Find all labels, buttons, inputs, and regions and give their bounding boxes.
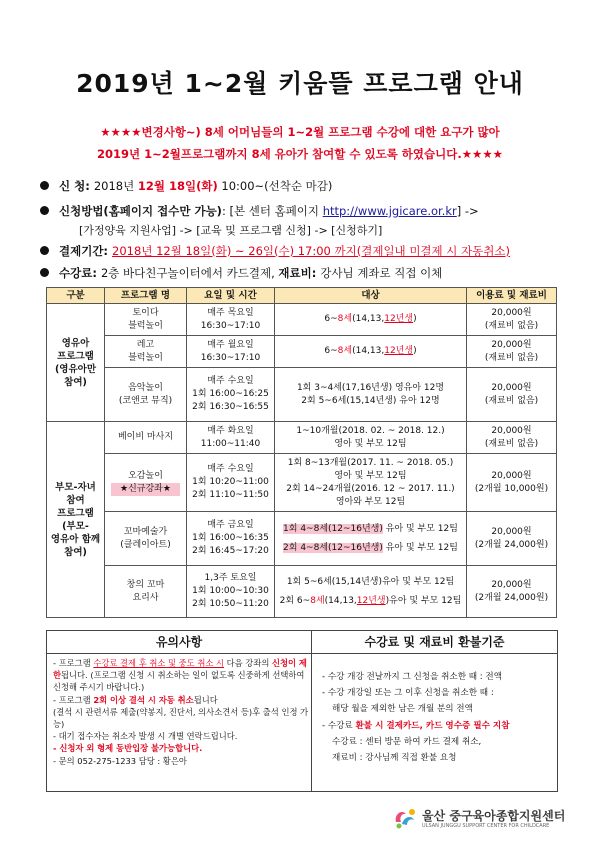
schedule: 매주 금요일 1회 16:00~16:35 2회 16:45~17:20 xyxy=(187,512,275,566)
payment-item: 결제기간: 2018년 12월 18일(화) ~ 26일(수) 17:00 까지(결제일내 미결제 시 자동취소) xyxy=(40,243,510,259)
fee-item: 수강료: 2층 바다친구놀이터에서 카드결제, 재료비: 강사님 계좌로 직접 이체 xyxy=(40,265,442,281)
bullet-icon xyxy=(40,181,49,190)
schedule: 매주 월요일 16:30~17:10 xyxy=(187,336,275,368)
bullet-icon xyxy=(40,206,49,215)
table-header-row xyxy=(47,288,557,304)
fee: 20,000원 (재료비 없음) xyxy=(467,368,557,422)
fee: 20,000원 (2개월 24,000원) xyxy=(467,566,557,618)
program-name: 토이다 블럭놀이 xyxy=(105,304,187,336)
program-name: 오감놀이 ★신규강좌★ xyxy=(105,454,187,512)
table-row xyxy=(47,512,557,566)
target: 1회 4~8세(12~16년생) 유아 및 부모 12팀 2회 4~8세(12~16년생) 유아 및 부모 12팀 xyxy=(275,512,467,566)
bullet-icon xyxy=(40,246,49,255)
logo-subtext: ULSAN JUNGGU SUPPORT CENTER FOR CHILDCARE xyxy=(422,823,550,829)
table-row xyxy=(47,336,557,368)
refund-list: - 수강 개강 전날까지 그 신청을 취소한 때 : 전액 - 수강 개강일 또는 그 이후 신청을 취소한 때 : 해당 월을 제외한 남은 개월 분의 전액 - 수강료 환불 시 결제카드, 카드 영수증 필수 지참 수강료 : 센터 방문 하여 카드 결제 취소, 재료비 : 강사님께 직접 환불 요청 xyxy=(322,672,510,764)
refund-title: 수강료 및 재료비 환불기준 xyxy=(312,631,557,654)
target: 6~8세(14,13,12년생) xyxy=(275,304,467,336)
fee: 20,000원 (재료비 없음) xyxy=(467,422,557,454)
col-header: 대상 xyxy=(275,288,467,304)
target: 1회 5~6세(15,14년생)유아 및 부모 12팀 2회 6~8세(14,13,12년생)유아 및 부모 12팀 xyxy=(275,566,467,618)
schedule: 1,3주 토요일 1회 10:00~10:30 2회 10:50~11:20 xyxy=(187,566,275,618)
group-infant: 영유아 프로그램 (영유아만 참여) xyxy=(47,304,105,422)
info-box xyxy=(46,630,558,792)
target: 1회 8~13개월(2017. 11. ~ 2018. 05.) 영아 및 부모 12팀 2회 14~24개월(2016. 12 ~ 2017. 11.) 영아와 부모 12팀 xyxy=(275,454,467,512)
program-name: 레고 블럭놀이 xyxy=(105,336,187,368)
table-row xyxy=(47,422,557,454)
table-row xyxy=(47,454,557,512)
new-course-badge: ★신규강좌★ xyxy=(111,483,180,496)
fee: 20,000원 (재료비 없음) xyxy=(467,304,557,336)
col-header: 프로그램 명 xyxy=(105,288,187,304)
schedule: 매주 수요일 1회 16:00~16:25 2회 16:30~16:55 xyxy=(187,368,275,422)
table-row xyxy=(47,368,557,422)
program-table xyxy=(46,287,557,618)
bullet-icon xyxy=(40,268,49,277)
target: 6~8세(14,13,12년생) xyxy=(275,336,467,368)
group-parent-child: 부모-자녀 참여 프로그램 (부모- 영유아 함께 참여) xyxy=(47,422,105,618)
target: 1~10개월(2018. 02. ~ 2018. 12.) 영아 및 부모 12팀 xyxy=(275,422,467,454)
table-row xyxy=(47,304,557,336)
divider xyxy=(311,631,312,791)
page-title: 2019년 1~2월 키움뜰 프로그램 안내 xyxy=(76,69,524,98)
program-name: 음악놀이 (코앤코 뮤직) xyxy=(105,368,187,422)
fee: 20,000원 (2개월 10,000원) xyxy=(467,454,557,512)
homepage-link[interactable]: http://www.jgicare.or.kr xyxy=(322,204,457,218)
method-path: [가정양육 지원사업] -> [교육 및 프로그램 신청] -> [신청하기] xyxy=(79,224,383,237)
target: 1회 3~4세(17,16년생) 영유아 12명 2회 5~6세(15,14년생) 유아 12명 xyxy=(275,368,467,422)
fee: 20,000원 (재료비 없음) xyxy=(467,336,557,368)
method-item: 신청방법(홈페이지 접수만 가능): [본 센터 홈페이지 http://www.jgicare.or.kr] -> xyxy=(40,203,479,219)
schedule: 매주 수요일 1회 10:20~11:00 2회 11:10~11:50 xyxy=(187,454,275,512)
schedule: 매주 목요일 16:30~17:10 xyxy=(187,304,275,336)
notes-list: - 프로그램 수강료 결제 후 취소 및 중도 취소 시 다음 강좌의 신청이 제한됩니다. (프로그램 신청 시 취소하는 일이 없도록 신중하게 선택하여 신청해 주시기 바랍니다.) - 프로그램 2회 이상 결석 시 자동 취소됩니다 (결석 시 관련서류 제출(약봉지, 진단서, 의사소견서 등)후 출석 인정 가능) - 대기 접수자는 취소자 발생 시 개별 연락드립니다. - 신청자 외 형제 동반입장 불가능합니다. - 문의 052-275-1233 담당 : 황은아 xyxy=(53,658,309,766)
col-header: 요일 및 시간 xyxy=(187,288,275,304)
notice-line-2: 2019년 1~2월프로그램까지 8세 유아가 참여할 수 있도록 하였습니다.★★★★ xyxy=(97,147,503,161)
fee: 20,000원 (2개월 24,000원) xyxy=(467,512,557,566)
logo-text: 울산 중구육아종합지원센터 xyxy=(422,809,566,823)
program-name: 베이비 마사지 xyxy=(105,422,187,454)
col-header: 구분 xyxy=(47,288,105,304)
table-row xyxy=(47,566,557,618)
notes-title: 유의사항 xyxy=(47,631,311,654)
program-name: 꼬마예술가 (클레이아트) xyxy=(105,512,187,566)
schedule: 매주 화요일 11:00~11:40 xyxy=(187,422,275,454)
program-name: 창의 꼬마 요리사 xyxy=(105,566,187,618)
logo-icon xyxy=(392,806,418,830)
apply-item: 신 청: 2018년 12월 18일(화) 10:00~(선착순 마감) xyxy=(40,178,332,194)
center-logo xyxy=(392,806,566,832)
col-header: 이용료 및 재료비 xyxy=(467,288,557,304)
notice-line-1: ★★★★변경사항~) 8세 어머님들의 1~2월 프로그램 수강에 대한 요구가 많아 xyxy=(100,125,500,139)
